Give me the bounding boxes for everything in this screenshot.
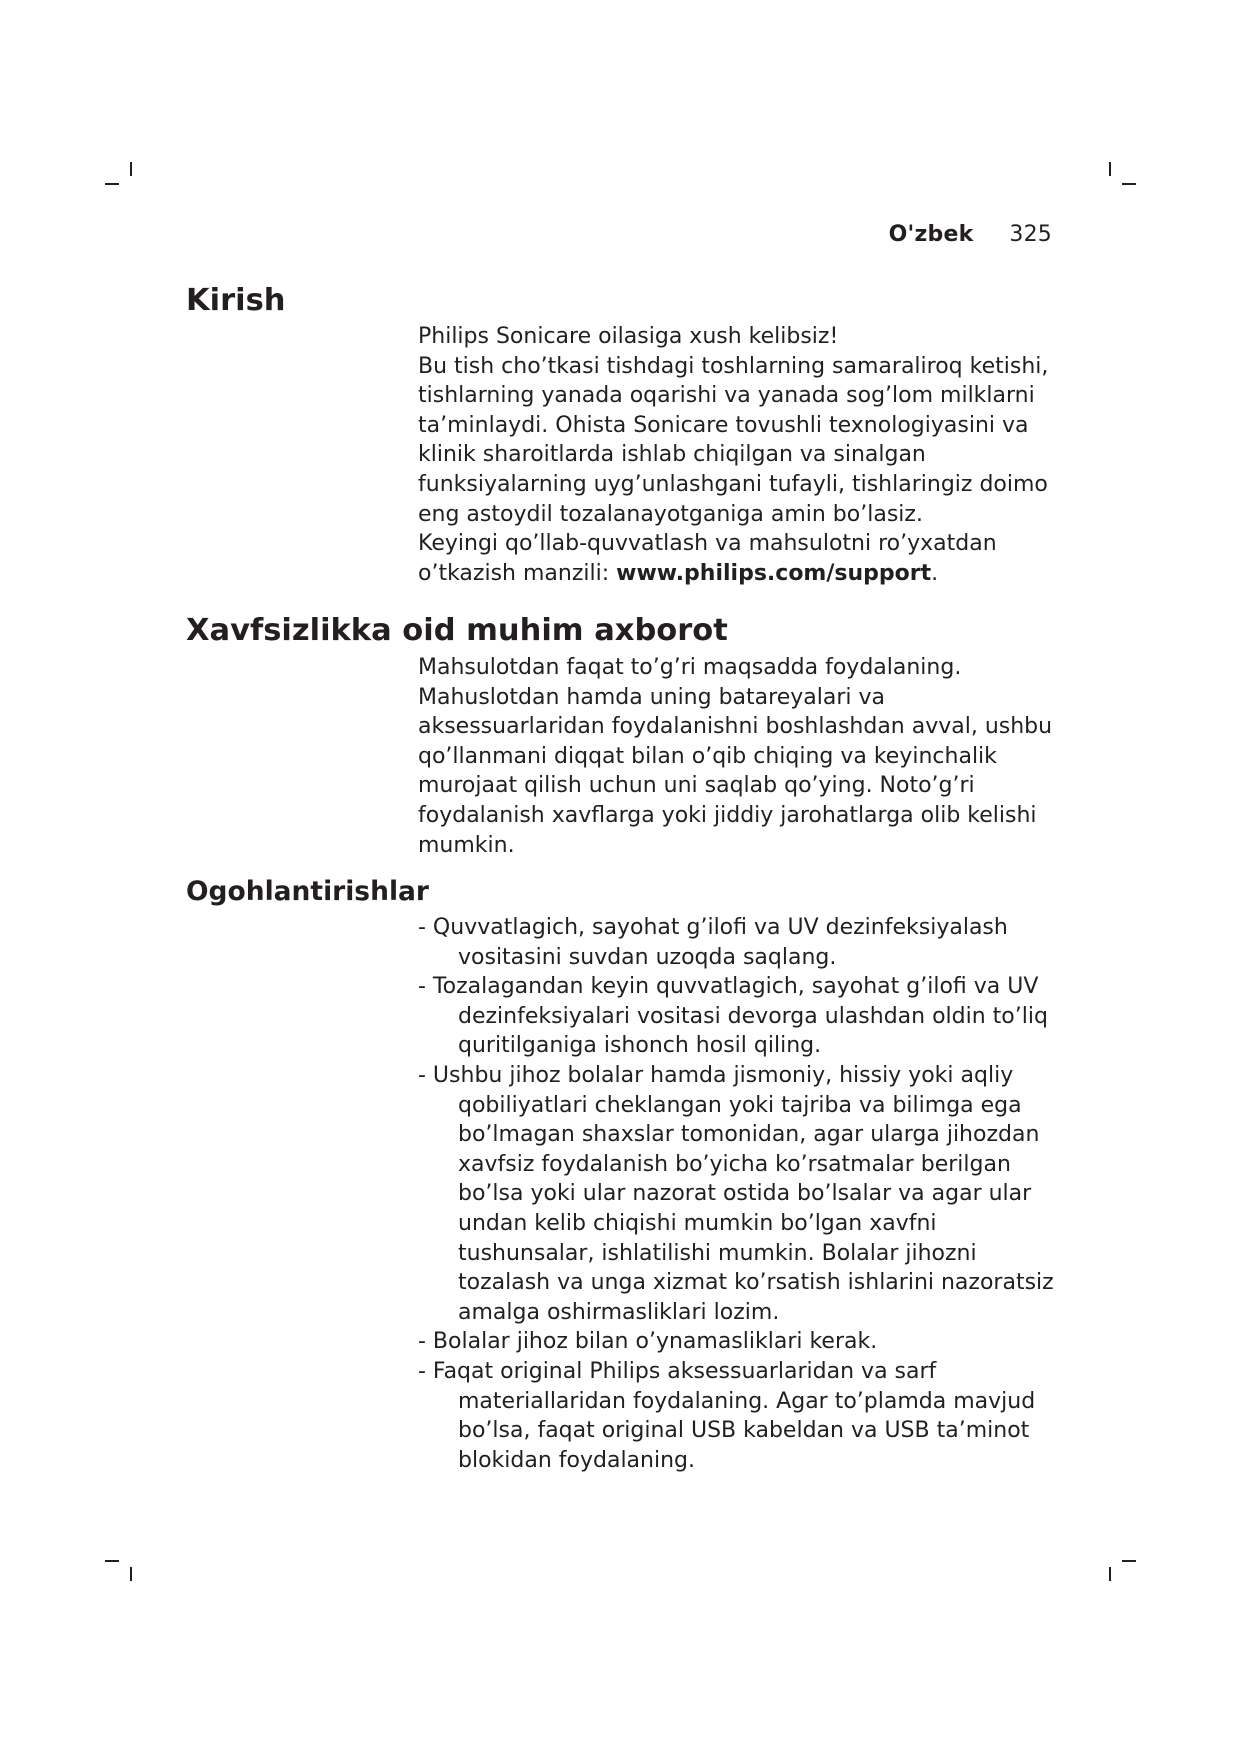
page-number: 325 (1009, 222, 1052, 247)
list-item: - Faqat original Philips aksessuarlaridan va sarf materiallaridan foydalaning. Agar to’plamda mavjud bo’lsa, faqat original USB kabeldan va USB ta’minot blokidan foydalaning. (418, 1358, 1036, 1473)
safety-heading: Xavfsizlikka oid muhim axborot (186, 613, 728, 648)
crop-mark (130, 1567, 132, 1581)
running-head (889, 222, 1052, 247)
warnings-list (418, 913, 1063, 1475)
language-label: O'zbek (888, 222, 974, 247)
intro-body (418, 322, 1063, 588)
safety-text: Mahsulotdan faqat to’g’ri maqsadda foydalaning. Mahuslotdan hamda uning batareyalari va aksessuarlaridan foydalanishni boshlashdan avval, ushbu qo’llanmani diqqat bilan o’qib chiqing va keyinchalik murojaat qilish uchun uni saqlab qo’ying. Noto’g’ri foydalanish xavflarga yoki jiddiy jarohatlarga olib kelishi mumkin. (418, 655, 1053, 858)
list-item: - Bolalar jihoz bilan o’ynamasliklari kerak. (418, 1329, 878, 1355)
crop-mark (1122, 183, 1136, 185)
support-end: . (931, 560, 939, 586)
intro-description: Bu tish cho’tkasi tishdagi toshlarning samaraliroq ketishi, tishlarning yanada oqarishi va yanada sog’lom milklarni ta’minlaydi. Ohista Sonicare tovushli texnologiyasini va klinik sharoitlarda ishlab chiqilgan va sinalgan funksiyalarning uyg’unlashgani tufayli, tishlaringiz doimo eng astoydil tozalanayotganiga amin bo’lasiz. (418, 353, 1049, 527)
crop-mark (1109, 1567, 1111, 1581)
crop-mark (130, 162, 132, 176)
intro-heading: Kirish (186, 283, 286, 318)
list-item: - Tozalagandan keyin quvvatlagich, sayohat g’ilofi va UV dezinfeksiyalari vositasi devorga ulashdan oldin to’liq quritilganiga ishonch hosil qiling. (418, 974, 1048, 1059)
crop-mark (1109, 162, 1111, 176)
warnings-heading: Ogohlantirishlar (186, 876, 429, 907)
intro-support (418, 529, 1063, 588)
list-item: - Quvvatlagich, sayohat g’ilofi va UV dezinfeksiyalash vositasini suvdan uzoqda saqlang. (418, 915, 1008, 970)
intro-welcome: Philips Sonicare oilasiga xush kelibsiz! (418, 324, 839, 349)
support-url: www.philips.com/support (616, 560, 932, 586)
support-text: Keyingi qo’llab-quvvatlash va mahsulotni ro’yxatdan o’tkazish manzili: (418, 531, 997, 586)
crop-mark (1122, 1560, 1136, 1562)
safety-body (418, 653, 1063, 860)
crop-mark (105, 183, 119, 185)
crop-mark (105, 1560, 119, 1562)
list-item: - Ushbu jihoz bolalar hamda jismoniy, hissiy yoki aqliy qobiliyatlari cheklangan yoki tajriba va bilimga ega bo’lmagan shaxslar tomonidan, agar ularga jihozdan xavfsiz foydalanish bo’yicha ko’rsatmalar berilgan bo’lsa yoki ular nazorat ostida bo’lsalar va agar ular undan kelib chiqishi mumkin bo’lgan xavfni tushunsalar, ishlatilishi mumkin. Bolalar jihozni tozalash va unga xizmat ko’rsatish ishlarini nazoratsiz amalga oshirmasliklari lozim. (418, 1062, 1054, 1325)
